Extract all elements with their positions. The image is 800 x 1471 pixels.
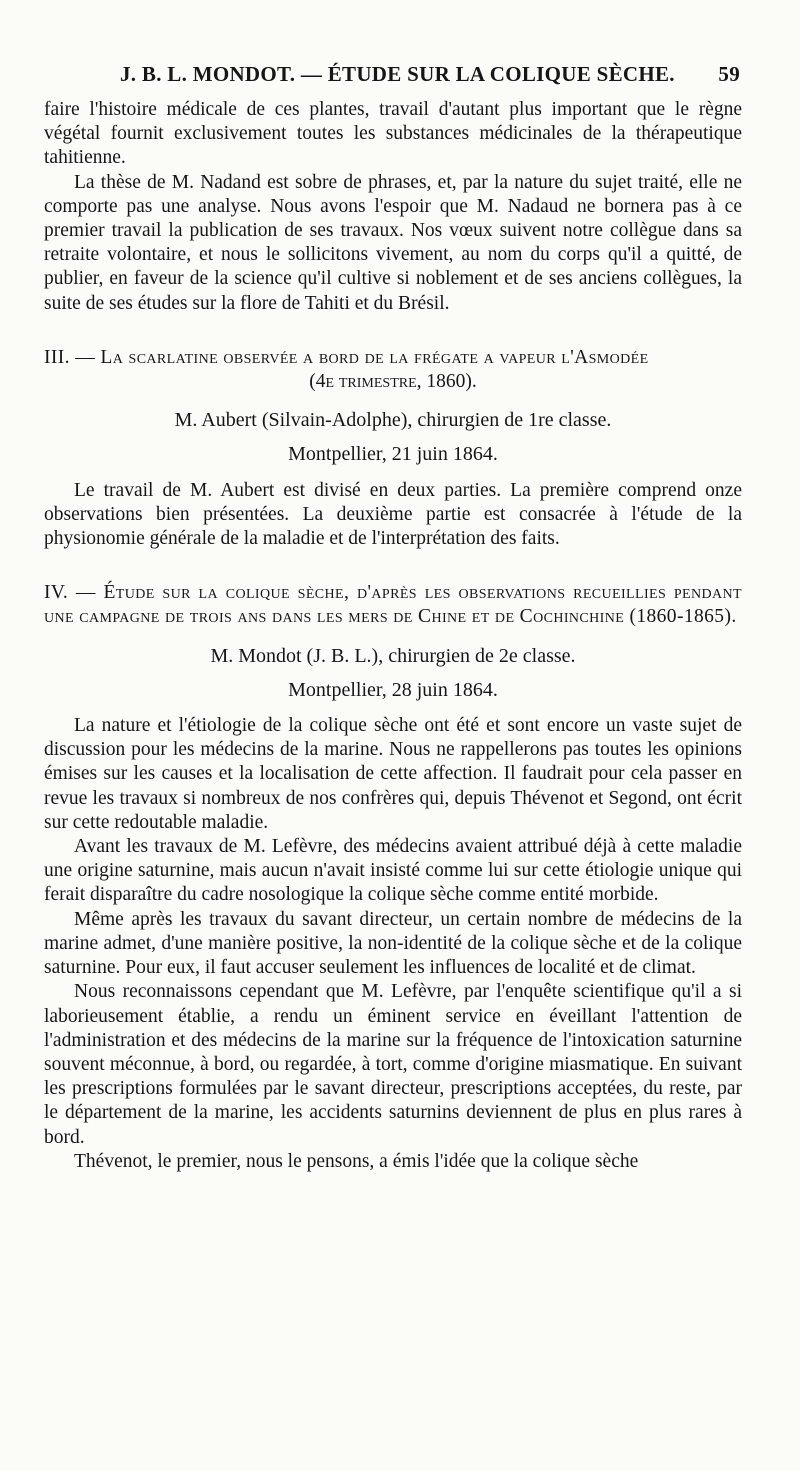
paragraph: Le travail de M. Aubert est divisé en deux parties. La première comprend onze observations bien présentées. La deuxième partie est consacrée à l'étude de la physionomie générale de la maladie et de l'interprétation des faits.: [44, 479, 742, 550]
paragraph: Nous reconnaissons cependant que M. Lefèvre, par l'enquête scientifique qu'il a si laborieusement établie, a rendu un éminent service en éveillant l'attention de l'administration et des médecins de la marine sur la fréquence de l'intoxication saturnine souvent méconnue, à bord, ou regardée, à tort, comme d'origine miasmatique. En suivant les prescriptions formulées par le savant directeur, prescriptions acceptées, du reste, par le département de la marine, les accidents saturnins deviennent de plus en plus rares à bord.: [44, 981, 742, 1148]
section-place-date: Montpellier, 28 juin 1864.: [288, 678, 498, 701]
paragraph: faire l'histoire médicale de ces plantes, travail d'autant plus important que le règne végétal fournit exclusivement toutes les substances médicinales de la thérapeutique tahitienne.: [44, 99, 742, 169]
section-author: M. Aubert (Silvain-Adolphe), chirurgien de 1re classe.: [174, 409, 612, 432]
running-title: J. B. L. MONDOT. — ÉTUDE SUR LA COLIQUE SÈCHE.: [120, 62, 675, 86]
section-heading-sub: (4e trimestre, 1860).: [309, 371, 477, 393]
paragraph: Thévenot, le premier, nous le pensons, a émis l'idée que la colique sèche: [74, 1150, 639, 1172]
page-body: [44, 98, 742, 1174]
section-author: M. Mondot (J. B. L.), chirurgien de 2e classe.: [210, 644, 576, 667]
page-number: 59: [718, 62, 740, 86]
section-place-date: Montpellier, 21 juin 1864.: [288, 443, 498, 466]
paragraph: La thèse de M. Nadand est sobre de phrases, et, par la nature du sujet traité, elle ne comporte pas une analyse. Nous avons l'espoir que M. Nadaud ne bornera pas à ce premier travail la publication de ses travaux. Nos vœux suivent notre collègue dans sa retraite volontaire, et nous le sollicitons vivement, au nom du corps qu'il a quitté, de publier, en faveur de la science qu'il cultive si noblement et de ses anciens collègues, la suite de ses études sur la flore de Tahiti et du Brésil.: [44, 171, 742, 314]
paragraph: Avant les travaux de M. Lefèvre, des médecins avaient attribué déjà à cette maladie une origine saturnine, mais aucun n'avait insisté comme lui sur cette étiologie unique qui ferait disparaître du cadre nosologique la colique sèche comme entité morbide.: [44, 836, 742, 906]
running-head: [120, 62, 740, 92]
paragraph: La nature et l'étiologie de la colique sèche ont été et sont encore un vaste sujet de discussion pour les médecins de la marine. Nous ne rappellerons pas toutes les opinions émises sur les causes et la localisation de cette affection. Il faudrait pour cela passer en revue les travaux si nombreux de nos confrères qui, depuis Thévenot et Segond, ont écrit sur cette redoutable maladie.: [44, 715, 742, 833]
section-heading: IV. — Étude sur la colique sèche, d'après les observations recueillies pendant une campagne de trois ans dans les mers de Chine et de Cochinchine (1860-1865).: [44, 582, 742, 628]
section-heading: III. — La scarlatine observée a bord de la frégate a vapeur l'Asmodée: [44, 346, 649, 368]
paragraph: Même après les travaux du savant directeur, un certain nombre de médecins de la marine admet, d'une manière positive, la non-identité de la colique sèche et de la colique saturnine. Pour eux, il faut accuser seulement les influences de localité et de climat.: [44, 908, 742, 979]
